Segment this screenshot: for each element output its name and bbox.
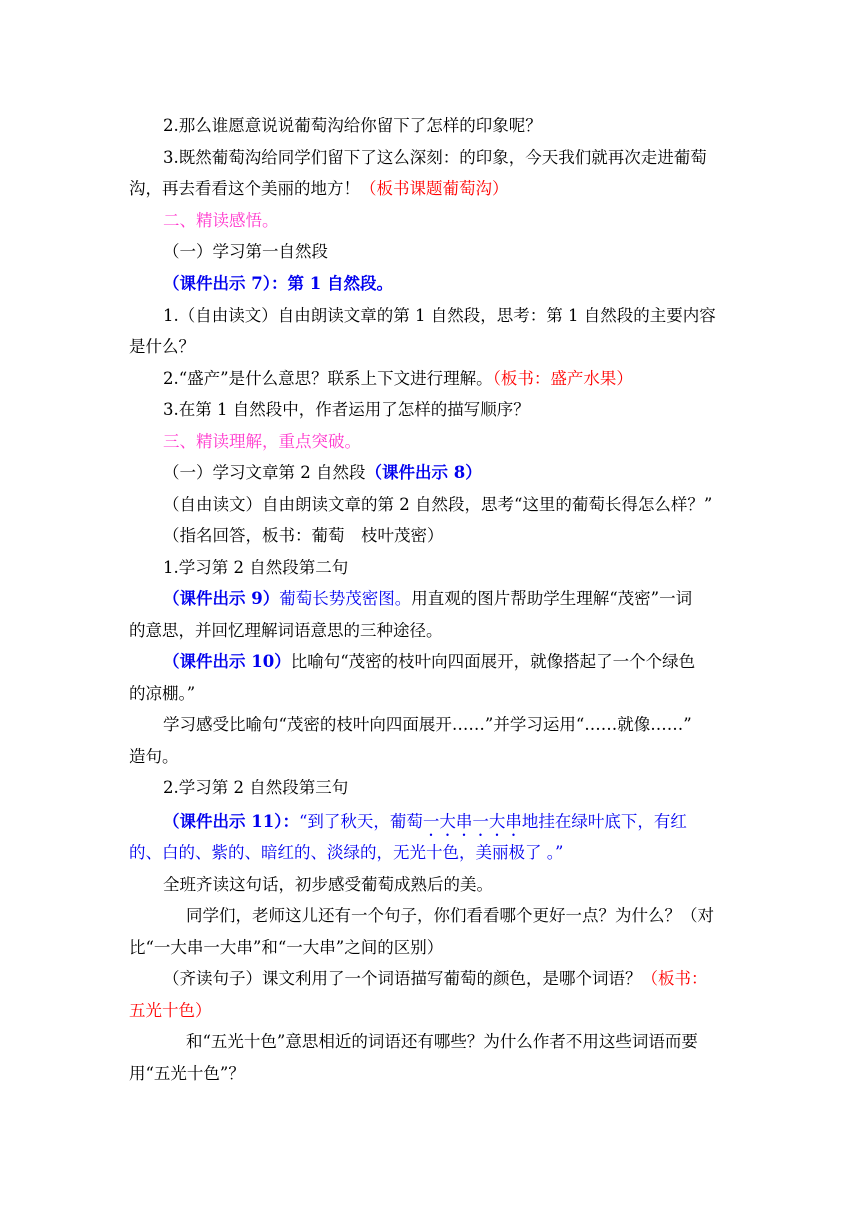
courseware-11: （课件出示 11）： <box>163 812 299 831</box>
synonym-question: 和“五光十色”意思相近的词语还有哪些？为什么作者不用这些词语而要 <box>186 1032 698 1051</box>
emphasized-phrase: 一大串一大串 <box>422 812 522 831</box>
courseware-9: （课件出示 9） <box>163 589 280 608</box>
synonym-question-cont: 用“五光十色”？ <box>129 1064 245 1083</box>
question-3-cont: 沟，再去看看这个美丽的地方！（板书课题葡萄沟） <box>129 179 509 198</box>
board-note-colors: 五光十色） <box>129 1001 212 1020</box>
simile-practice-cont: 造句。 <box>129 747 179 766</box>
item-3: 3.在第 1 自然段中，作者运用了怎样的描写顺序？ <box>163 400 530 419</box>
color-question: （齐读句子）课文利用了一个词语描写葡萄的颜色，是哪个词语？（板书： <box>163 969 708 988</box>
step-2: 2.学习第 2 自然段第三句 <box>163 778 349 797</box>
question-2: 2.那么谁愿意说说葡萄沟给你留下了怎样的印象呢？ <box>163 116 542 135</box>
class-reading: 全班齐读这句话，初步感受葡萄成熟后的美。 <box>163 875 493 894</box>
courseware-9-cont: 的意思，并回忆理解词语意思的三种途径。 <box>129 621 443 640</box>
question-3: 3.既然葡萄沟给同学们留下了这么深刻：的印象，今天我们就再次走进葡萄 <box>163 148 707 167</box>
subsection-1: （一）学习第一自然段 <box>163 242 328 261</box>
item-2: 2.“盛产”是什么意思？联系上下文进行理解。（板书：盛产水果） <box>163 369 633 388</box>
board-note-leaves: （指名回答，板书：葡萄 枝叶茂密） <box>163 526 444 545</box>
courseware-11-line: （课件出示 11）：“到了秋天，葡萄一大串一大串地挂在绿叶底下，有红 <box>163 812 687 831</box>
board-note-title: （板书课题葡萄沟） <box>360 179 509 198</box>
courseware-8: （课件出示 8） <box>365 463 482 482</box>
subsection-2: （一）学习文章第 2 自然段（课件出示 8） <box>163 463 482 482</box>
step-1: 1.学习第 2 自然段第二句 <box>163 558 349 577</box>
courseware-7: （课件出示 7）：第 1 自然段。 <box>163 274 393 293</box>
simile-practice: 学习感受比喻句“茂密的枝叶向四面展开……”并学习运用“……就像……” <box>163 715 692 734</box>
courseware-10-cont: 的凉棚。” <box>129 684 196 703</box>
free-reading: （自由读文）自由朗读文章的第 2 自然段，思考“这里的葡萄长得怎么样？” <box>163 495 713 514</box>
section-heading-2: 二、精读感悟。 <box>163 211 279 230</box>
comparison-question-cont: 比“一大串一大串”和“一大串”之间的区别） <box>129 938 444 957</box>
board-note-fruit: （板书：盛产水果） <box>492 369 633 388</box>
courseware-11-cont: 的、白的、紫的、暗红的、淡绿的，无光十色，美丽极了 。” <box>129 843 564 862</box>
item-1-cont: 是什么？ <box>129 337 195 356</box>
courseware-10-line: （课件出示 10）比喻句“茂密的枝叶向四面展开，就像搭起了一个个绿色 <box>163 652 696 671</box>
comparison-question: 同学们，老师这儿还有一个句子，你们看看哪个更好一点？为什么？（对 <box>186 906 714 925</box>
item-1: 1.（自由读文）自由朗读文章的第 1 自然段，思考：第 1 自然段的主要内容 <box>163 306 716 325</box>
courseware-10: （课件出示 10） <box>163 652 291 671</box>
section-heading-3: 三、精读理解，重点突破。 <box>163 432 361 451</box>
courseware-9-line: （课件出示 9）葡萄长势茂密图。用直观的图片帮助学生理解“茂密”一词 <box>163 589 693 608</box>
